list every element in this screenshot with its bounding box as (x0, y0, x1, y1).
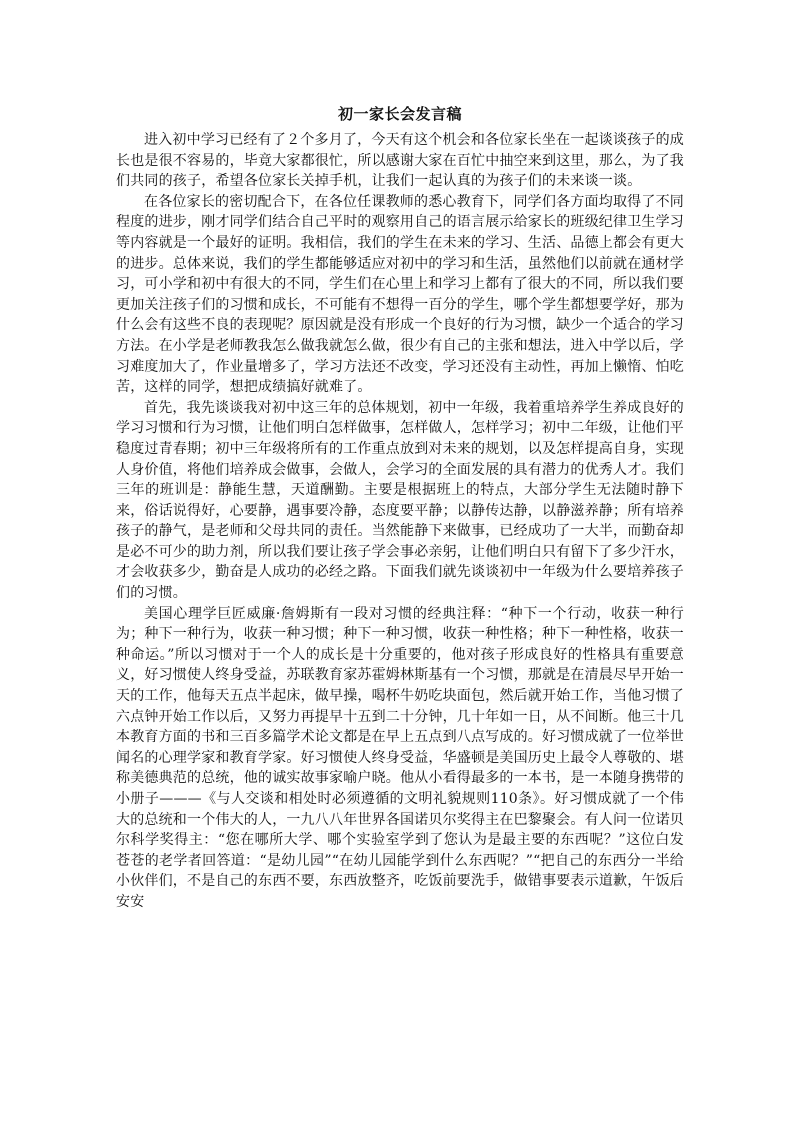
document-page (116, 104, 684, 913)
paragraph-4: 美国心理学巨匠威廉·詹姆斯有一段对习惯的经典注释：“种下一个行动，收获一种行为；种下一种行为，收获一种习惯；种下一种习惯，收获一种性格；种下一种性格，收获一种命运。”所以习惯对于一个人的成长是十分重要的，他对孩子形成良好的性格具有重要意义，好习惯使人终身受益，苏联教育家苏霍姆林斯基有一个习惯，那就是在清晨尽早开始一天的工作，他每天五点半起床，做早操，喝杯牛奶吃块面包，然后就开始工作，当他习惯了六点钟开始工作以后，又努力再提早十五到二十分钟，几十年如一日，从不间断。他三十几本教育方面的书和三百多篇学术论文都是在早上五点到八点写成的。好习惯成就了一位举世闻名的心理学家和教育学家。好习惯使人终身受益，华盛顿是美国历史上最令人尊敬的、堪称美德典范的总统，他的诚实故事家喻户晓。他从小看得最多的一本书，是一本随身携带的小册子———《与人交谈和相处时必须遵循的文明礼貌规则110条》。好习惯成就了一个伟大的总统和一个伟大的人，一九八八年世界各国诺贝尔奖得主在巴黎聚会。有人问一位诺贝尔科学奖得主：“您在哪所大学、哪个实验室学到了您认为是最主要的东西呢？”这位白发苍苍的老学者回答道：“是幼儿园”“在幼儿园能学到什么东西呢？”“把自己的东西分一半给小伙伴们，不是自己的东西不要，东西放整齐，吃饭前要洗手，做错事要表示道歉，午饭后安安 (116, 605, 684, 910)
paragraph-2: 在各位家长的密切配合下，在各位任课教师的悉心教育下，同学们各方面均取得了不同程度的进步，刚才同学们结合自己平时的观察用自己的语言展示给家长的班级纪律卫生学习等内容就是一个最好的证明。我相信，我们的学生在未来的学习、生活、品德上都会有更大的进步。总体来说，我们的学生都能够适应对初中的学习和生活，虽然他们以前就在通材学习，可小学和初中有很大的不同，学生们在心里上和学习上都有了很大的不同，所以我们要更加关注孩子们的习惯和成长，不可能有不想得一百分的学生，哪个学生都想要学好，那为什么会有这些不良的表现呢？原因就是没有形成一个良好的行为习惯，缺少一个适合的学习方法。在小学是老师教我怎么做我就怎么做，很少有自己的主张和想法，进入中学以后，学习难度加大了，作业量增多了，学习方法还不改变，学习还没有主动性，再加上懒惰、怕吃苦，这样的同学，想把成绩搞好就难了。 (116, 193, 684, 396)
paragraph-3: 首先，我先谈谈我对初中这三年的总体规划，初中一年级，我着重培养学生养成良好的学习习惯和行为习惯，让他们明白怎样做事，怎样做人，怎样学习；初中二年级，让他们平稳度过青春期；初中三年级将所有的工作重点放到对未来的规划，以及怎样提高自身，实现人身价值，将他们培养成会做事，会做人，会学习的全面发展的具有潜力的优秀人才。我们三年的班训是：静能生慧，天道酬勤。主要是根据班上的特点，大部分学生无法随时静下来，俗话说得好，心要静，遇事要冷静，态度要平静；以静传达静，以静滋养静；所有培养孩子的静气，是老师和父母共同的责任。当然能静下来做事，已经成功了一大半，而勤奋却是必不可少的助力剂，所以我们要让孩子学会事必亲躬，让他们明白只有留下了多少汗水，才会收获多少，勤奋是人成功的必经之路。下面我们就先谈谈初中一年级为什么要培养孩子们的习惯。 (116, 399, 684, 602)
paragraph-1: 进入初中学习已经有了２个多月了，今天有这个机会和各位家长坐在一起谈谈孩子的成长也是很不容易的，毕竟大家都很忙，所以感谢大家在百忙中抽空来到这里，那么，为了我们共同的孩子，希望各位家长关掉手机，让我们一起认真的为孩子们的未来谈一谈。 (116, 132, 684, 190)
document-title: 初一家长会发言稿 (337, 105, 462, 123)
